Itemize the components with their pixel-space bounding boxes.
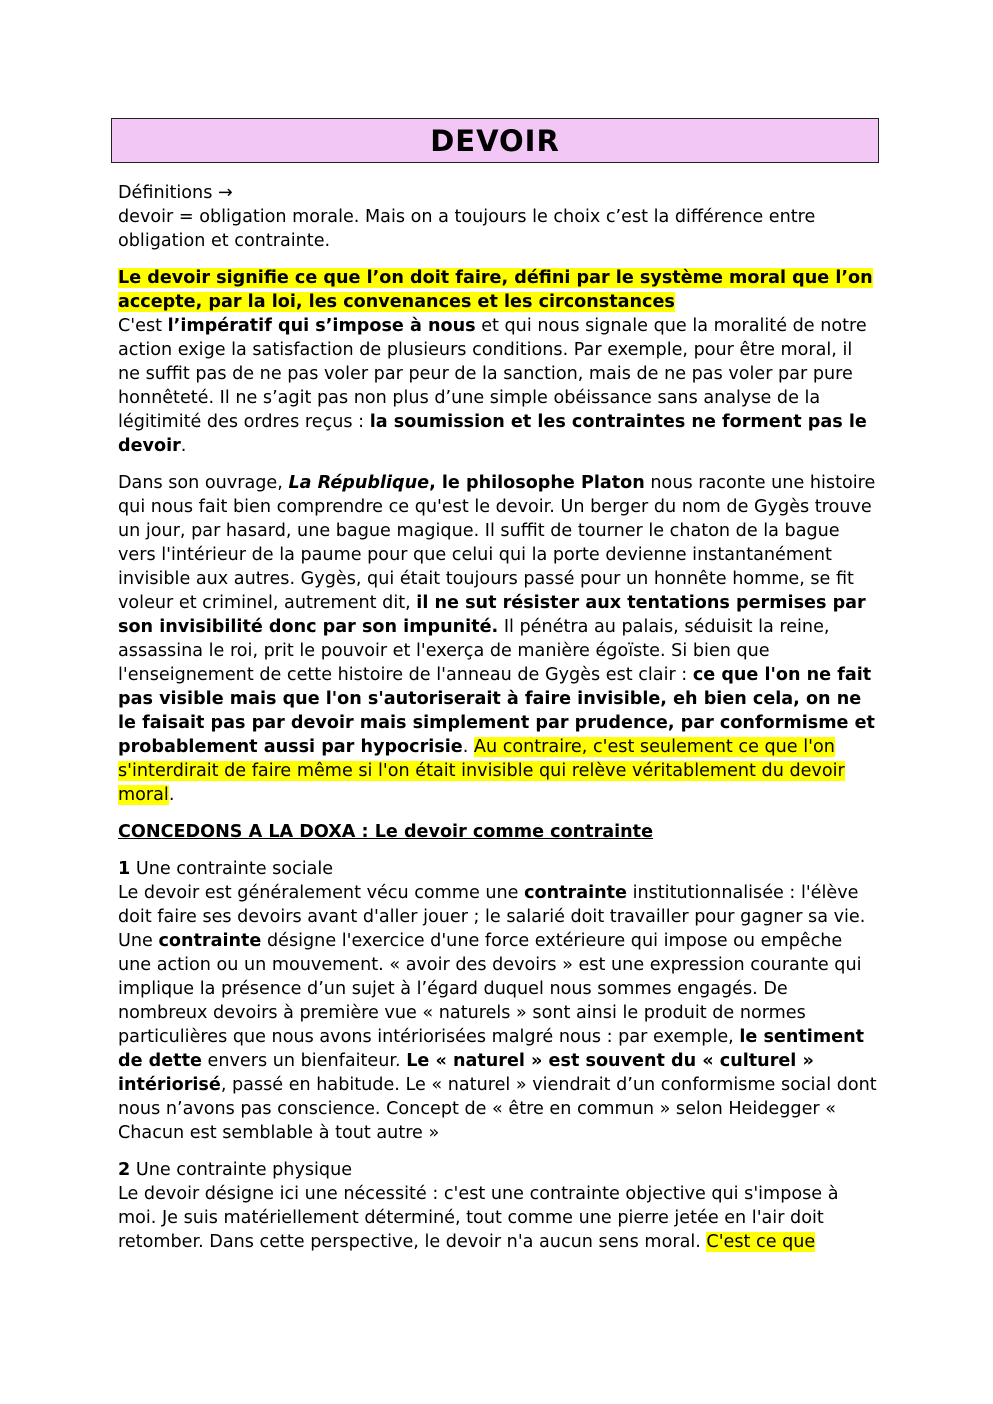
text-run: C'est [118,316,168,336]
text-run: Dans son ouvrage, [118,473,289,493]
bold-run: contrainte [158,931,262,951]
page-title: DEVOIR [430,124,560,158]
section-number: 2 [118,1160,131,1180]
bold-run: , le philosophe Platon [429,473,645,493]
section-1 [118,857,878,1145]
text-run: . [168,785,175,805]
definitions-line: devoir = obligation morale. Mais on a toujours le choix c’est la différence entre obligation et contrainte. [118,207,816,251]
section-title: Une contrainte physique [130,1160,353,1180]
definitions-paragraph [118,181,878,253]
definitions-label: Définitions → [118,183,233,203]
section-heading [118,820,878,844]
bold-run: le sentiment de dette [118,1027,865,1071]
title-box [111,118,879,163]
text-run: Le devoir désigne ici une nécessité : c'est une contrainte objective qui s'impose à moi. Je suis matériellement déterminé, tout comme une pierre jetée en l'air doit retomber. Dans cette perspective, le devoir n'a aucun sens moral. [118,1184,839,1252]
text-run: . [462,737,474,757]
bold-run: il ne sut résister aux tentations permises par son invisibilité donc par son impunité. [118,593,866,637]
text-run: Le devoir est généralement vécu comme une [118,883,525,903]
book-title: La République [288,473,430,493]
bold-run: contrainte [524,883,627,903]
section-2 [118,1158,878,1254]
highlight-gyges: Au contraire, c'est seulement ce que l'on s'interdirait de faire même si l'on était invisible qui relève véritablement du devoir moral [118,737,845,805]
highlight-definition: Le devoir signifie ce que l’on doit faire, défini par le système moral que l’on accepte, par la loi, les convenances et les circonstances [118,268,873,312]
text-run: . [180,436,187,456]
bold-run: l’impératif qui s’impose à nous [167,316,476,336]
section-number: 1 [118,859,131,879]
text-run: , passé en habitude. Le « naturel » viendrait d’un conformisme social dont nous n’avons pas conscience. Concept de « être en commun » selon Heidegger « Chacun est semblable à tout autre » [118,1075,877,1143]
highlight-tail: C'est ce que [706,1232,816,1252]
text-run: et qui nous signale que la moralité de notre action exige la satisfaction de plusieurs conditions. Par exemple, pour être moral, il ne suffit pas de ne pas voler par peur de la sanction, mais de ne pas voler par pure honnêteté. Il ne s’agit pas non plus d’une simple obéissance sans analyse de la légitimité des ordres reçus : [118,316,867,432]
bold-run: la soumission et les contraintes ne forment pas le devoir [118,412,867,456]
paragraph-gyges [118,471,878,807]
section-title: Une contrainte sociale [130,859,334,879]
text-run: Il pénétra au palais, séduisit la reine, assassina le roi, prit le pouvoir et l'exerça de manière égoïste. Si bien que l'enseignement de cette histoire de l'anneau de Gygès est clair : [118,617,830,685]
document-body [118,181,878,1254]
text-run: envers un bienfaiteur. [201,1051,407,1071]
text-run: nous raconte une histoire qui nous fait bien comprendre ce qu'est le devoir. Un berger du nom de Gygès trouve un jour, par hasard, une bague magique. Il suffit de tourner le chaton de la bague vers l'intérieur de la paume pour que celui qui la porte devienne instantanément invisible aux autres. Gygès, qui était toujours passé pour un honnête homme, se fit voleur et criminel, autrement dit, [118,473,876,613]
bold-run: ce que l'on ne fait pas visible mais que l'on s'autoriserait à faire invisible, eh bien cela, on ne le faisait pas par devoir mais simplement par prudence, par conformisme et probablement aussi par hypocrisie [118,665,875,757]
text-run: désigne l'exercice d'une force extérieure qui impose ou empêche une action ou un mouvement. « avoir des devoirs » est une expression courante qui implique la présence d’un sujet à l’égard duquel nous sommes engagés. De nombreux devoirs à première vue « naturels » sont ainsi le produit de normes particulières que nous avons intériorisées malgré nous : par exemple, [118,931,862,1047]
heading-text: CONCEDONS A LA DOXA : Le devoir comme contrainte [118,822,654,842]
paragraph-definition [118,266,878,458]
text-run: institutionnalisée : l'élève doit faire ses devoirs avant d'aller jouer ; le salarié doit travailler pour gagner sa vie. Une [118,883,866,951]
bold-run: Le « naturel » est souvent du « culturel » intériorisé [118,1051,814,1095]
